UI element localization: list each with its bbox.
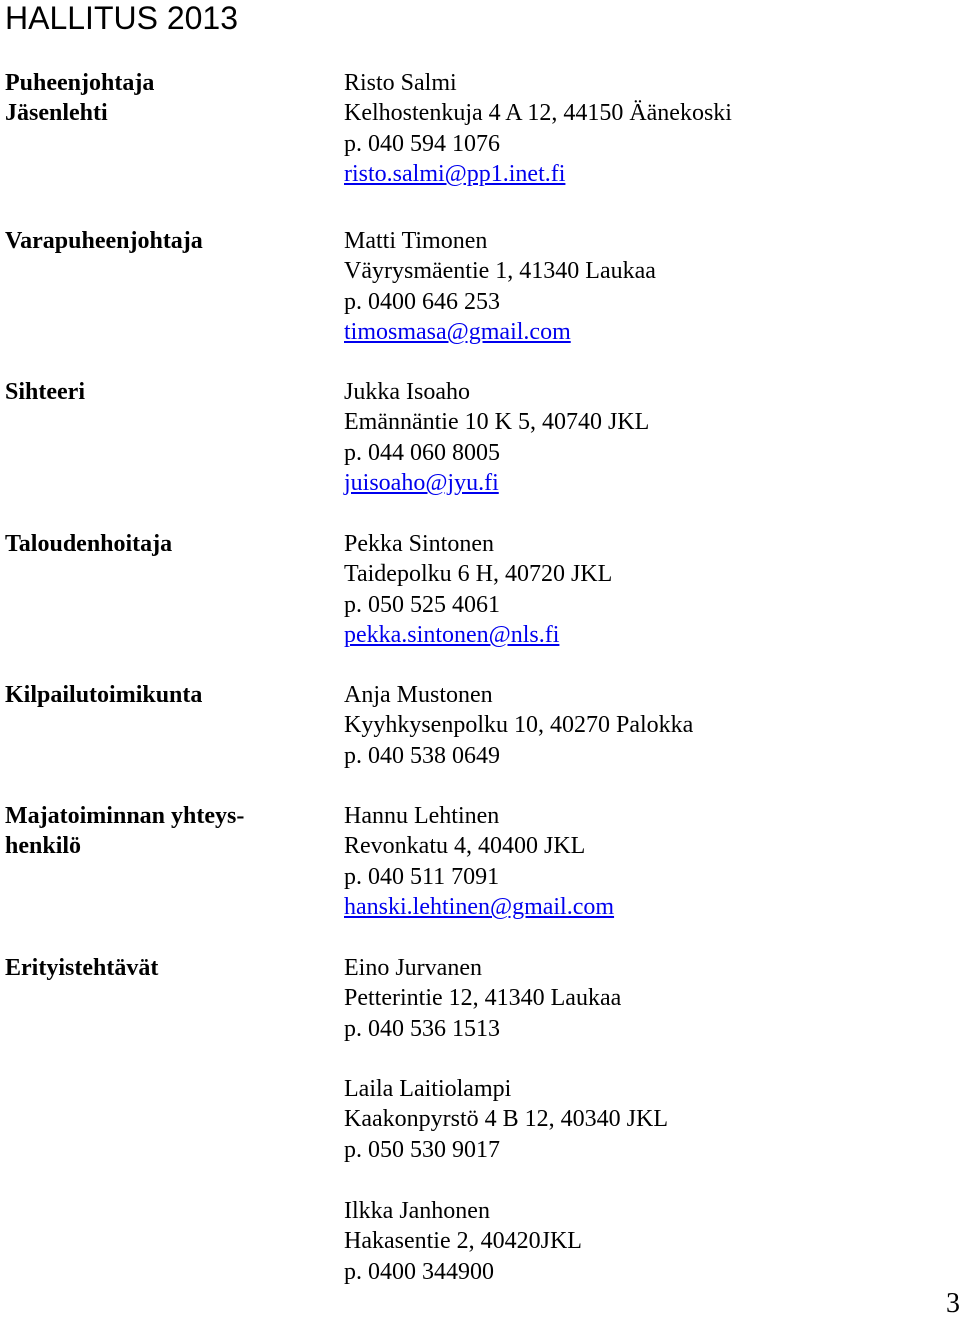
- role-accommodation-contact: [5, 801, 305, 862]
- contact-phone: p. 040 536 1513: [344, 1015, 500, 1042]
- role-label: Jäsenlehti: [5, 100, 108, 127]
- contact-address: Kaakonpyrstö 4 B 12, 40340 JKL: [344, 1106, 668, 1133]
- contact-block: [344, 680, 944, 771]
- contact-address: Kyyhkysenpolku 10, 40270 Palokka: [344, 712, 694, 739]
- contact-name: Ilkka Janhonen: [344, 1198, 490, 1224]
- contact-block: [344, 529, 944, 651]
- contact-address: Petterintie 12, 41340 Laukaa: [344, 985, 622, 1012]
- contact-phone: p. 040 594 1076: [344, 130, 500, 157]
- email-link[interactable]: risto.salmi@pp1.inet.fi: [344, 161, 566, 188]
- contact-block: [344, 1196, 944, 1287]
- role-label: Varapuheenjohtaja: [5, 228, 203, 254]
- contact-address: Emännäntie 10 K 5, 40740 JKL: [344, 409, 650, 436]
- email-link[interactable]: juisoaho@jyu.fi: [344, 470, 499, 497]
- page-title: HALLITUS 2013: [5, 0, 239, 36]
- contact-block: [344, 68, 944, 190]
- role-label: Kilpailutoimikunta: [5, 682, 203, 708]
- role-secretary: [5, 377, 305, 407]
- role-chair: [5, 68, 305, 129]
- contact-name: Eino Jurvanen: [344, 955, 482, 981]
- role-label: Erityistehtävät: [5, 955, 159, 981]
- contact-block: [344, 226, 944, 348]
- contact-name: Laila Laitiolampi: [344, 1076, 512, 1102]
- role-competition: [5, 680, 305, 710]
- contact-name: Anja Mustonen: [344, 682, 493, 708]
- email-link[interactable]: pekka.sintonen@nls.fi: [344, 622, 560, 649]
- contact-name: Pekka Sintonen: [344, 531, 494, 557]
- role-special-tasks: [5, 953, 305, 983]
- contact-name: Jukka Isoaho: [344, 379, 470, 405]
- contact-phone: p. 044 060 8005: [344, 439, 500, 466]
- page-number: 3: [946, 1288, 960, 1319]
- role-vice-chair: [5, 226, 305, 256]
- email-link[interactable]: timosmasa@gmail.com: [344, 319, 571, 346]
- contact-phone: p. 040 538 0649: [344, 742, 500, 769]
- contact-phone: p. 0400 344900: [344, 1258, 494, 1285]
- role-label: Sihteeri: [5, 379, 85, 405]
- contact-block: [344, 377, 944, 499]
- contact-address: Hakasentie 2, 40420JKL: [344, 1228, 582, 1255]
- contact-name: Risto Salmi: [344, 70, 457, 96]
- role-label: Puheenjohtaja: [5, 70, 155, 96]
- contact-name: Hannu Lehtinen: [344, 803, 500, 829]
- role-label: henkilö: [5, 833, 82, 860]
- contact-address: Kelhostenkuja 4 A 12, 44150 Äänekoski: [344, 100, 732, 127]
- role-label: Taloudenhoitaja: [5, 531, 173, 557]
- contact-address: Taidepolku 6 H, 40720 JKL: [344, 561, 613, 588]
- email-link[interactable]: hanski.lehtinen@gmail.com: [344, 894, 615, 921]
- role-treasurer: [5, 529, 305, 559]
- contact-phone: p. 050 525 4061: [344, 591, 500, 618]
- contact-block: [344, 953, 944, 1044]
- contact-block: [344, 801, 944, 923]
- contact-phone: p. 0400 646 253: [344, 288, 500, 315]
- contact-phone: p. 050 530 9017: [344, 1136, 500, 1163]
- contact-name: Matti Timonen: [344, 228, 488, 254]
- role-label: Majatoiminnan yhteys-: [5, 803, 245, 829]
- contact-phone: p. 040 511 7091: [344, 863, 500, 890]
- contact-address: Revonkatu 4, 40400 JKL: [344, 833, 586, 860]
- contact-address: Väyrysmäentie 1, 41340 Laukaa: [344, 258, 656, 285]
- contact-block: [344, 1074, 944, 1165]
